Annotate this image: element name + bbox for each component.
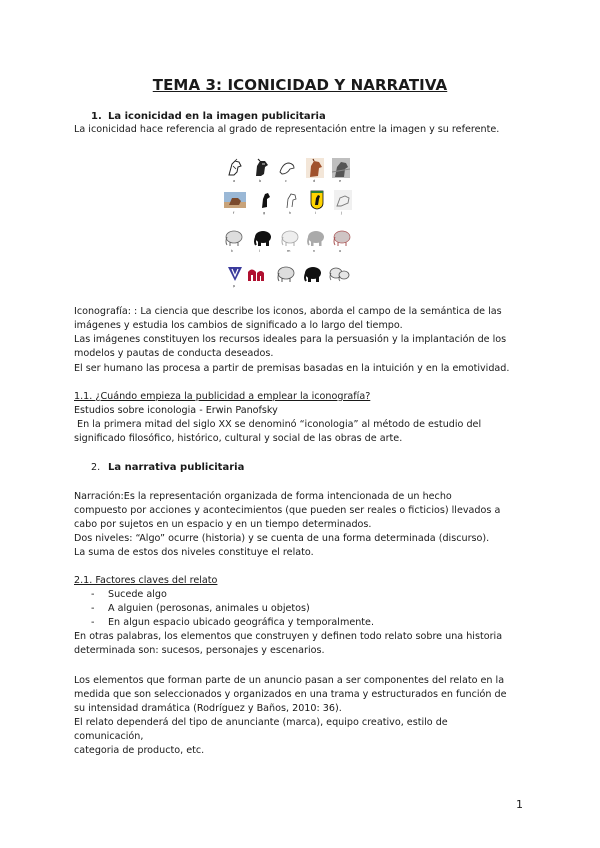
subsection-2-1-heading: 2.1. Factores claves del relato xyxy=(74,575,218,586)
bullet-item: En algun espacio ubicado geográfica y temporalmente. xyxy=(108,617,375,628)
section2-line: Dos niveles: “Algo” ocurre (historia) y se cuenta de una forma determinada (discurso). xyxy=(74,533,490,544)
elephant-gray-icon xyxy=(306,228,326,248)
iconografia-line: Las imágenes constituyen los recursos ideales para la persuasión y la implantación de los xyxy=(74,334,507,345)
figure-label: i xyxy=(315,211,316,215)
sub11-line: Estudios sobre iconologia - Erwin Panofsky xyxy=(74,405,278,416)
sub11-line: significado filosófico, histórico, cultural y social de las obras de arte. xyxy=(74,433,403,444)
bullet-mark: - xyxy=(91,603,95,614)
section2-line: La suma de estos dos niveles constituye el relato. xyxy=(74,547,314,558)
sub21-para-line: El relato dependerá del tipo de anunciante (marca), equipo creativo, estilo de xyxy=(74,717,448,728)
horse-outline-icon xyxy=(278,158,296,178)
horse-photo-icon xyxy=(332,158,350,178)
iconografia-line: imágenes y estudia los cambios de significado a lo largo del tiempo. xyxy=(74,320,403,331)
section1-number: 1. xyxy=(91,111,102,122)
figure-label: b xyxy=(259,179,262,183)
elephant-sketch-icon xyxy=(224,228,244,248)
figure-label: h xyxy=(289,211,292,215)
iconicity-figure xyxy=(220,158,365,288)
figure-label: p xyxy=(233,284,236,288)
sub21-para-line: comunicación, xyxy=(74,731,144,742)
section2-line: Narración:Es la representación organizada de forma intencionada de un hecho xyxy=(74,491,452,502)
sub21-para-line: Los elementos que forman parte de un anuncio pasan a ser componentes del relato en la xyxy=(74,675,505,686)
sub21-after-line: determinada son: sucesos, personajes y escenarios. xyxy=(74,645,325,656)
section2-line: cabo por sujetos en un espacio y en un tiempo determinados. xyxy=(74,519,372,530)
ferrari-logo-icon xyxy=(308,190,326,210)
horse-drawing-icon xyxy=(334,190,352,210)
figure-label: c xyxy=(285,179,287,183)
bullet-item: A alguien (perosonas, animales u objetos) xyxy=(108,603,310,614)
figure-label: g xyxy=(263,211,266,215)
bullet-item: Sucede algo xyxy=(108,589,167,600)
section1-heading: La iconicidad en la imagen publicitaria xyxy=(108,111,326,122)
sub11-line: En la primera mitad del siglo XX se denominó “iconologia” al método de estudio del xyxy=(74,419,482,430)
figure-label: e xyxy=(339,179,342,183)
figure-label: o xyxy=(339,249,342,253)
figure-label: a xyxy=(233,179,236,183)
section2-number: 2. xyxy=(91,462,101,473)
sub21-after-line: En otras palabras, los elementos que construyen y definen todo relato sobre una historia xyxy=(74,631,503,642)
iconografia-line: modelos y pautas de conducta deseados. xyxy=(74,348,274,359)
page-number: 1 xyxy=(516,798,523,811)
sub21-para-line: categoria de producto, etc. xyxy=(74,745,205,756)
section1-intro: La iconicidad hace referencia al grado de representación entre la imagen y su referente. xyxy=(74,124,500,135)
section2-heading: La narrativa publicitaria xyxy=(108,462,245,473)
section2-line: compuesto por acciones y acontecimientos (que pueden ser reales o ficticios) llevados a xyxy=(74,505,501,516)
elephant-light-icon xyxy=(280,228,300,248)
figure-label: f xyxy=(233,211,235,215)
horse-line-icon xyxy=(282,190,300,210)
elephant-logo-icon xyxy=(246,264,266,284)
bullet-mark: - xyxy=(91,617,95,628)
horse-silhouette-icon xyxy=(256,190,274,210)
horse-painting-icon xyxy=(224,190,246,210)
elephant-outline-icon xyxy=(276,264,296,284)
bullet-mark: - xyxy=(91,589,95,600)
subsection-1-1-heading: 1.1. ¿Cuándo empieza la publicidad a emplear la iconografía? xyxy=(74,391,371,402)
figure-label: l xyxy=(259,249,260,253)
figure-label: d xyxy=(313,179,316,183)
figure-label: n xyxy=(313,249,316,253)
elephant-pair-icon xyxy=(328,264,350,284)
iconografia-line: El ser humano las procesa a partir de premisas basadas en la intuición y en la emotividad. xyxy=(74,363,510,374)
iconografia-line: Iconografía: : La ciencia que describe los iconos, aborda el campo de la semántica de las xyxy=(74,306,502,317)
sub21-para-line: su intensidad dramática (Rodríguez y Baños, 2010: 36). xyxy=(74,703,342,714)
page-title: TEMA 3: ICONICIDAD Y NARRATIVA xyxy=(152,76,448,94)
shield-logo-icon xyxy=(226,264,244,284)
horse-color-icon xyxy=(306,158,324,178)
elephant-color-icon xyxy=(332,228,352,248)
horse-sketch-icon xyxy=(226,158,244,178)
elephant-solid-icon xyxy=(302,264,322,284)
figure-label: j xyxy=(341,211,342,215)
figure-label: k xyxy=(231,249,234,253)
figure-label: m xyxy=(287,249,291,253)
sub21-para-line: medida que son seleccionados y organizados en una trama y estructurados en función de xyxy=(74,689,507,700)
horse-bw-icon xyxy=(252,158,270,178)
elephant-black-icon xyxy=(252,228,272,248)
